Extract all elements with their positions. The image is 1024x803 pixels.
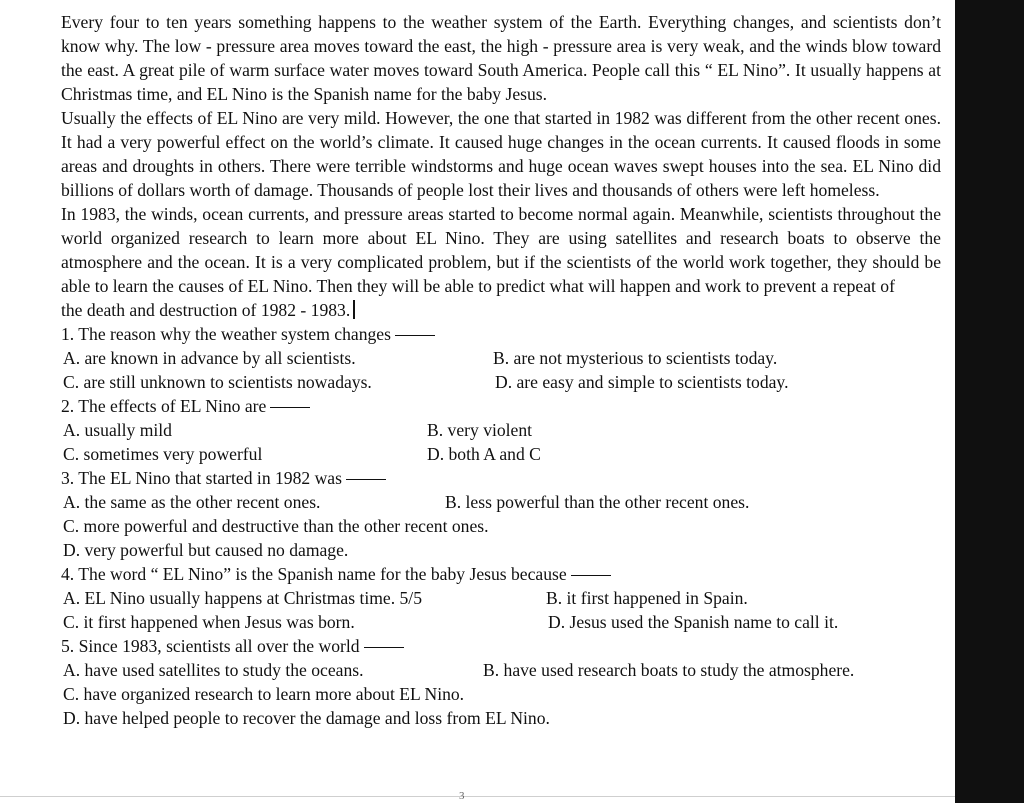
passage-last-line: the death and destruction of 1982 - 1983. — [61, 300, 351, 320]
question-5-row-1 — [61, 658, 941, 682]
question-1-text: 1. The reason why the weather system changes — [61, 324, 391, 344]
question-1-row-1 — [61, 346, 941, 370]
q1-option-c: C. are still unknown to scientists nowadays. — [63, 372, 372, 392]
q2-option-c: C. sometimes very powerful — [63, 444, 263, 464]
q5-option-d: D. have helped people to recover the damage and loss from EL Nino. — [63, 708, 550, 728]
question-4-row-2 — [61, 610, 941, 634]
passage-paragraph-1: Every four to ten years something happens to the weather system of the Earth. Everything changes, and scientists don’t know why. The low - pressure area moves toward the east, the high - pressure area is very weak, and the winds blow toward the east. A great pile of warm surface water moves toward South America. People call this “ EL Nino”. It usually happens at Christmas time, and EL Nino is the Spanish name for the baby Jesus. — [61, 12, 941, 104]
question-5-stem — [61, 634, 941, 658]
question-5-text: 5. Since 1983, scientists all over the world — [61, 636, 360, 656]
text-cursor — [353, 300, 355, 319]
question-4-row-1 — [61, 586, 941, 610]
question-1-row-2 — [61, 370, 941, 394]
question-3-row-1 — [61, 490, 941, 514]
viewer-side-panel — [955, 0, 1024, 803]
q1-option-d: D. are easy and simple to scientists today. — [495, 372, 789, 392]
q4-option-b: B. it first happened in Spain. — [546, 588, 748, 608]
question-4-text: 4. The word “ EL Nino” is the Spanish name for the baby Jesus because — [61, 564, 567, 584]
question-1-stem — [61, 322, 941, 346]
page-bottom-border — [0, 796, 955, 797]
q4-option-d: D. Jesus used the Spanish name to call it. — [548, 612, 839, 632]
q2-option-b: B. very violent — [427, 420, 533, 440]
question-4-stem — [61, 562, 941, 586]
answer-blank — [346, 479, 386, 480]
q3-option-d: D. very powerful but caused no damage. — [63, 540, 349, 560]
passage-paragraph-3: In 1983, the winds, ocean currents, and pressure areas started to become normal again. Meanwhile, scientists throughout the world organized research to learn more about EL Nino. They are using satellites and research boats to observe the atmosphere and the ocean. It is a very complicated problem, but if the scientists of the world work together, they should be able to learn the causes of EL Nino. Then they will be able to predict what will happen and work to prevent a repeat of — [61, 204, 941, 296]
passage-paragraph-2: Usually the effects of EL Nino are very mild. However, the one that started in 1982 was different from the other recent ones. It had a very powerful effect on the world’s climate. It caused huge changes in the ocean currents. It caused floods in some areas and droughts in others. There were terrible windstorms and huge ocean waves swept houses into the sea. EL Nino did billions of dollars worth of damage. Thousands of people lost their lives and thousands of others were left homeless. — [61, 108, 941, 200]
q4-option-c: C. it first happened when Jesus was born. — [63, 612, 355, 632]
answer-blank — [395, 335, 435, 336]
question-5-row-3 — [61, 706, 941, 730]
question-3-row-3 — [61, 538, 941, 562]
q5-option-b: B. have used research boats to study the atmosphere. — [483, 660, 855, 680]
answer-blank — [270, 407, 310, 408]
document-body — [61, 10, 941, 730]
q1-option-b: B. are not mysterious to scientists today. — [493, 348, 778, 368]
question-3-text: 3. The EL Nino that started in 1982 was — [61, 468, 342, 488]
passage-paragraph-3-end[interactable] — [61, 298, 941, 322]
question-2-row-2 — [61, 442, 941, 466]
question-2-text: 2. The effects of EL Nino are — [61, 396, 267, 416]
q2-option-a: A. usually mild — [63, 420, 172, 440]
page-number: 3 — [459, 790, 465, 802]
q3-option-a: A. the same as the other recent ones. — [63, 492, 321, 512]
q2-option-d: D. both A and C — [427, 444, 541, 464]
q3-option-b: B. less powerful than the other recent ones. — [445, 492, 750, 512]
question-3-stem — [61, 466, 941, 490]
question-5-row-2 — [61, 682, 941, 706]
q5-option-c: C. have organized research to learn more about EL Nino. — [63, 684, 465, 704]
answer-blank — [571, 575, 611, 576]
q1-option-a: A. are known in advance by all scientists. — [63, 348, 356, 368]
q3-option-c: C. more powerful and destructive than the other recent ones. — [63, 516, 489, 536]
q4-option-a: A. EL Nino usually happens at Christmas time. 5/5 — [63, 588, 422, 608]
answer-blank — [364, 647, 404, 648]
q5-option-a: A. have used satellites to study the oceans. — [63, 660, 364, 680]
question-2-row-1 — [61, 418, 941, 442]
question-2-stem — [61, 394, 941, 418]
question-3-row-2 — [61, 514, 941, 538]
